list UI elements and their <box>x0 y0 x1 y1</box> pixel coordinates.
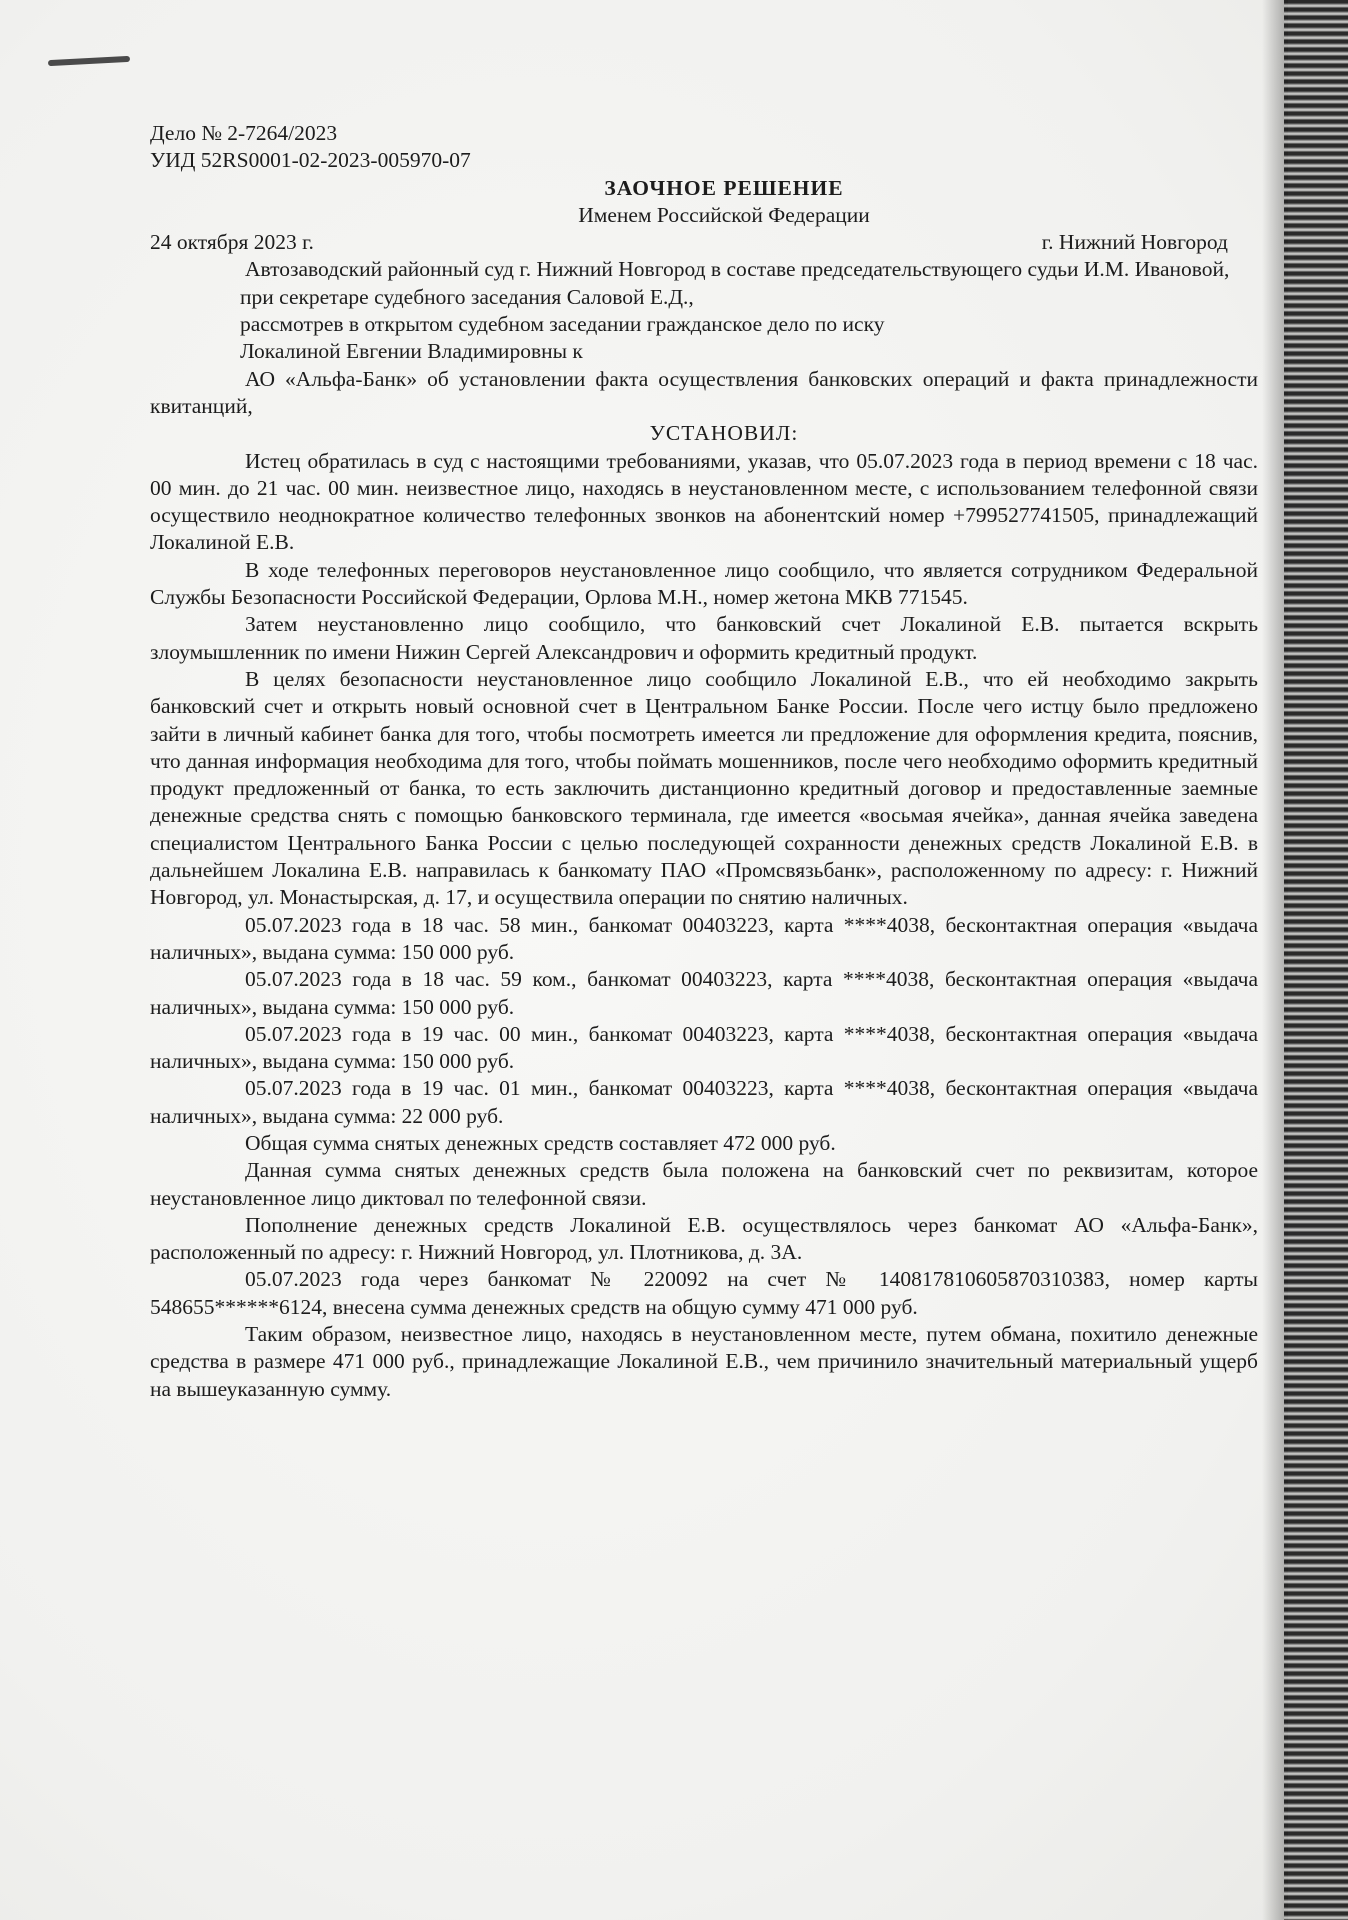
intro-defendant: АО «Альфа-Банк» об установлении факта осуществления банковских операций и факта принадлежности квитанций, <box>150 366 1258 418</box>
document-subtitle: Именем Российской Федерации <box>578 202 870 227</box>
case-uid: УИД 52RS0001-02-2023-005970-07 <box>150 148 471 173</box>
intro-plaintiff: Локалиной Евгении Владимировны к <box>240 339 583 364</box>
document-body <box>150 120 1258 1403</box>
paragraph: 05.07.2023 года в 19 час. 01 мин., банкомат 00403223, карта ****4038, бесконтактная операция «выдача наличных», выдана сумма: 22 000 руб. <box>150 1076 1258 1128</box>
intro-secretary: при секретаре судебного заседания Саловой Е.Д., <box>240 284 694 309</box>
paragraph: Пополнение денежных средств Локалиной Е.В. осуществлялось через банкомат АО «Альфа-Банк», расположенный по адресу: г. Нижний Новгород, ул. Плотникова, д. 3А. <box>150 1212 1258 1265</box>
binding-edge <box>1284 0 1348 1920</box>
paragraph: Общая сумма снятых денежных средств составляет 472 000 руб. <box>245 1130 836 1155</box>
established-heading: УСТАНОВИЛ: <box>649 421 799 446</box>
staple-mark <box>48 56 130 66</box>
paragraph: 05.07.2023 года в 19 час. 00 мин., банкомат 00403223, карта ****4038, бесконтактная операция «выдача наличных», выдана сумма: 150 000 руб. <box>150 1021 1258 1074</box>
paragraph: Данная сумма снятых денежных средств была положена на банковский счет по реквизитам, которое неустановленное лицо диктовал по телефонной связи. <box>150 1158 1258 1210</box>
paragraph: В ходе телефонных переговоров неустановленное лицо сообщило, что является сотрудником Федеральной Службы Безопасности Российской Федерации, Орлова М.Н., номер жетона МКВ 771545. <box>150 557 1258 610</box>
case-number: Дело № 2-7264/2023 <box>150 121 338 145</box>
paragraph: В целях безопасности неустановленное лицо сообщило Локалиной Е.В., что ей необходимо закрыть банковский счет и открыть новый основной счет в Центральном Банке России. После чего истцу было предложено зайти в личный кабинет банка для того, чтобы посмотреть имеется ли предложение для оформления кредита, пояснив, что данная информация необходима для того, чтобы поймать мошенников, после чего необходимо оформить кредитный продукт предложенный от банка, то есть заключить дистанционно кредитный договор и предоставленные заемные денежные средства снять с помощью банковского терминала, где имеется «восьмая ячейка», данная ячейка заведена специалистом Центрального Банка России с целью последующей сохранности денежных средств Локалиной Е.В. в дальнейшем Локалина Е.В. направилась к банкомату ПАО «Промсвязьбанк», расположенному по адресу: г. Нижний Новгород, ул. Монастырская, д. 17, и осуществила операции по снятию наличных. <box>150 666 1258 910</box>
decision-date: 24 октября 2023 г. <box>150 230 314 255</box>
paragraph: 05.07.2023 года в 18 час. 59 ком., банкомат 00403223, карта ****4038, бесконтактная операция «выдача наличных», выдана сумма: 150 000 руб. <box>150 967 1258 1019</box>
document-title: ЗАОЧНОЕ РЕШЕНИЕ <box>604 175 844 200</box>
paragraph: Таким образом, неизвестное лицо, находясь в неустановленном месте, путем обмана, похитило денежные средства в размере 471 000 руб., принадлежащие Локалиной Е.В., чем причинило значительный материальный ущерб на вышеуказанную сумму. <box>150 1322 1258 1401</box>
decision-city: г. Нижний Новгород <box>1041 230 1228 255</box>
intro-court: Автозаводский районный суд г. Нижний Новгород в составе председательствующего судьи И.М. Ивановой, <box>245 257 1230 282</box>
paragraph: Истец обратилась в суд с настоящими требованиями, указав, что 05.07.2023 года в период времени с 18 час. 00 мин. до 21 час. 00 мин. неизвестное лицо, находясь в неустановленном месте, с использованием телефонной связи осуществило неоднократное количество телефонных звонков на абонентский номер +799527741505, принадлежащий Локалиной Е.В. <box>150 448 1258 555</box>
paragraph: 05.07.2023 года в 18 час. 58 мин., банкомат 00403223, карта ****4038, бесконтактная операция «выдача наличных», выдана сумма: 150 000 руб. <box>150 912 1258 964</box>
date-line <box>150 229 1258 256</box>
intro-hearing: рассмотрев в открытом судебном заседании гражданское дело по иску <box>240 312 885 337</box>
paragraph: 05.07.2023 года через банкомат № 220092 на счет № 14081781060587031038З, номер карты 548655******6124, внесена сумма денежных средств на общую сумму 471 000 руб. <box>150 1267 1258 1319</box>
paragraph: Затем неустановленно лицо сообщило, что банковский счет Локалиной Е.В. пытается вскрыть злоумышленник по имени Нижин Сергей Александрович и оформить кредитный продукт. <box>150 612 1258 664</box>
